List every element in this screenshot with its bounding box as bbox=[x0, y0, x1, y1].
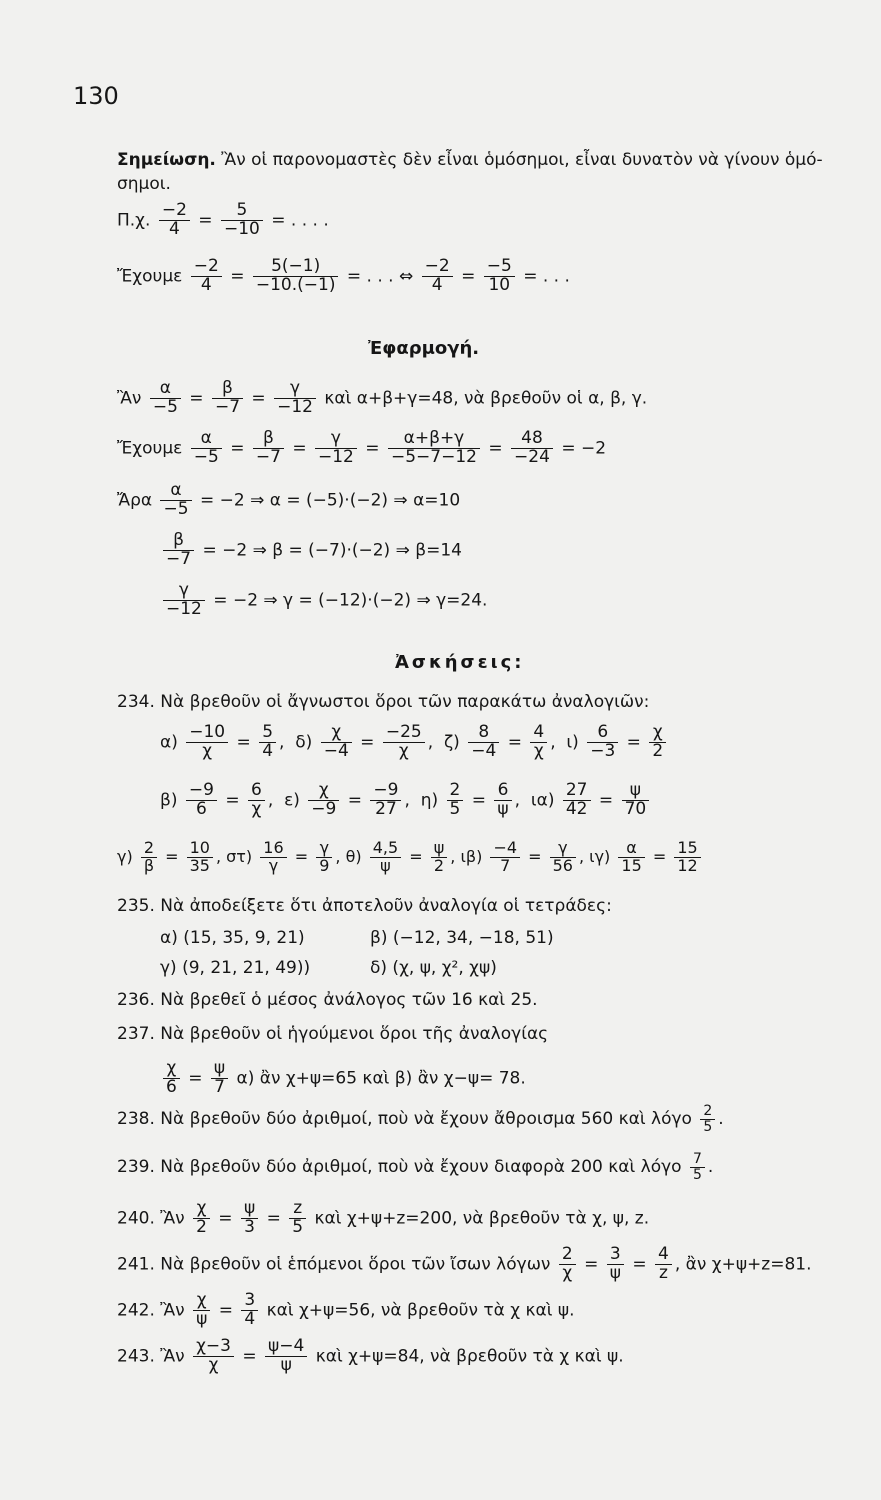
fraction: $\frac{8}{-4}$ bbox=[468, 724, 499, 761]
exercise-237-title: 237. Νὰ βρεθοῦν οἱ ἡγούμενοι ὅροι τῆς ἀναλογίας bbox=[117, 1024, 549, 1044]
fraction: $\frac{-2}{4}$ bbox=[191, 258, 222, 295]
fraction: $\frac{2}{\beta}$ bbox=[141, 840, 157, 875]
fraction: $\frac{-2}{4}$ bbox=[422, 258, 453, 295]
fraction: $\frac{\chi-3}{\chi}$ bbox=[193, 1338, 234, 1375]
fraction: $\frac{\alpha+\beta+\gamma}{-5-7-12}$ bbox=[388, 430, 480, 467]
application-if: Ἂν $\frac{\alpha}{-5}$ = $\frac{\beta}{-7}$ = $\frac{\gamma}{-12}$ καὶ α+β+γ=48, νὰ βρεθοῦν οἱ α, β, γ. bbox=[117, 378, 648, 417]
fraction: $\frac{\alpha}{-5}$ bbox=[191, 430, 222, 467]
fraction: $\frac{\psi}{7}$ bbox=[211, 1060, 228, 1097]
fraction: $\frac{\gamma}{9}$ bbox=[316, 840, 332, 875]
application-heading: Ἐφαρμογή. bbox=[368, 338, 480, 359]
exercise-237-formula: $\frac{\chi}{6}$ = $\frac{\psi}{7}$ α) ἂν χ+ψ=65 καὶ β) ἂν χ−ψ= 78. bbox=[160, 1060, 526, 1097]
fraction: $\frac{\alpha}{15}$ bbox=[618, 840, 644, 875]
exercise-234-row-3: γ) $\frac{2}{\beta}$ = $\frac{10}{35}$ , στ) $\frac{16}{\gamma}$ = $\frac{\gamma}{9}$ , θ) $\frac{4,5}{\psi}$ = $\frac{\psi}{2}$ , ιβ) $\frac{-4}{7}$ = $\frac{\gamma}{56}$ , ιγ) $\frac{\alpha}{15}$ = $\frac{15}{12}$ bbox=[117, 840, 704, 875]
exercise-235-title: 235. Νὰ ἀποδείξετε ὅτι ἀποτελοῦν ἀναλογία οἱ τετράδες: bbox=[117, 896, 612, 916]
fraction: $\frac{\chi}{2}$ bbox=[193, 1200, 210, 1237]
fraction: $\frac{16}{\gamma}$ bbox=[260, 840, 286, 875]
fraction: $\frac{6}{\chi}$ bbox=[248, 782, 265, 819]
fraction: $\frac{\beta}{-7}$ bbox=[212, 380, 243, 417]
fraction: $\frac{5}{4}$ bbox=[259, 724, 276, 761]
fraction: $\frac{\gamma}{-12}$ bbox=[274, 380, 316, 417]
fraction: $\frac{48}{-24}$ bbox=[511, 430, 553, 467]
note-line-2: σημοι. bbox=[117, 174, 171, 194]
fraction: $\frac{-2}{4}$ bbox=[159, 202, 190, 239]
exercise-240: 240. Ἂν $\frac{\chi}{2}$ = $\frac{\psi}{3}$ = $\frac{z}{5}$ καὶ χ+ψ+z=200, νὰ βρεθοῦν τὰ χ, ψ, z. bbox=[117, 1198, 650, 1237]
fraction: $\frac{z}{5}$ bbox=[289, 1200, 306, 1237]
application-so-1: Ἄρα $\frac{\alpha}{-5}$ = −2 ⇒ α = (−5)·(−2) ⇒ α=10 bbox=[117, 480, 461, 519]
fraction: $\frac{3}{4}$ bbox=[241, 1292, 258, 1329]
exercise-243: 243. Ἂν $\frac{\chi-3}{\chi}$ = $\frac{\psi-4}{\psi}$ καὶ χ+ψ=84, νὰ βρεθοῦν τὰ χ καὶ ψ. bbox=[117, 1336, 624, 1375]
exercise-241: 241. Νὰ βρεθοῦν οἱ ἑπόμενοι ὅροι τῶν ἴσων λόγων $\frac{2}{\chi}$ = $\frac{3}{\psi}$ = $\frac{4}{z}$ , ἂν χ+ψ+z=81. bbox=[117, 1244, 812, 1283]
exercise-236: 236. Νὰ βρεθεῖ ὁ μέσος ἀνάλογος τῶν 16 καὶ 25. bbox=[117, 990, 538, 1010]
fraction: $\frac{\beta}{-7}$ bbox=[253, 430, 284, 467]
application-so-2: $\frac{\beta}{-7}$ = −2 ⇒ β = (−7)·(−2) ⇒ β=14 bbox=[160, 532, 462, 569]
fraction: $\frac{-25}{\chi}$ bbox=[383, 724, 425, 761]
exercise-242: 242. Ἂν $\frac{\chi}{\psi}$ = $\frac{3}{4}$ καὶ χ+ψ=56, νὰ βρεθοῦν τὰ χ καὶ ψ. bbox=[117, 1290, 575, 1329]
fraction: $\frac{\psi}{3}$ bbox=[241, 1200, 258, 1237]
fraction: $\frac{4,5}{\psi}$ bbox=[370, 840, 401, 875]
fraction: $\frac{-9}{27}$ bbox=[370, 782, 401, 819]
fraction: $\frac{7}{5}$ bbox=[690, 1152, 705, 1182]
fraction: $\frac{10}{35}$ bbox=[187, 840, 213, 875]
note-title: Σημείωση. bbox=[117, 150, 216, 170]
note-have: Ἔχουμε $\frac{-2}{4}$ = $\frac{5(-1)}{-10.(-1)}$ = . . . ⇔ $\frac{-2}{4}$ = $\frac{-5}{10}$ = . . . bbox=[117, 256, 570, 295]
fraction: $\frac{\psi-4}{\psi}$ bbox=[265, 1338, 307, 1375]
exercise-238: 238. Νὰ βρεθοῦν δύο ἀριθμοί, ποὺ νὰ ἔχουν ἄθροισμα 560 καὶ λόγο $\frac{2}{5}$ . bbox=[117, 1103, 724, 1135]
fraction: $\frac{\chi}{-4}$ bbox=[321, 724, 352, 761]
fraction: $\frac{\psi}{2}$ bbox=[431, 840, 448, 875]
fraction: $\frac{6}{\psi}$ bbox=[494, 782, 511, 819]
fraction: $\frac{15}{12}$ bbox=[674, 840, 700, 875]
fraction: $\frac{\beta}{-7}$ bbox=[163, 532, 194, 569]
note-example: Π.χ. $\frac{-2}{4}$ = $\frac{5}{-10}$ = . . . . bbox=[117, 200, 329, 239]
exercise-234-row-1: α) $\frac{-10}{\chi}$ = $\frac{5}{4}$ , δ) $\frac{\chi}{-4}$ = $\frac{-25}{\chi}$ , ζ) $\frac{8}{-4}$ = $\frac{4}{\chi}$ , ι) $\frac{6}{-3}$ = $\frac{\chi}{2}$ bbox=[160, 724, 669, 761]
exercise-235-a: α) (15, 35, 9, 21) bbox=[160, 928, 305, 948]
application-have: Ἔχουμε $\frac{\alpha}{-5}$ = $\frac{\beta}{-7}$ = $\frac{\gamma}{-12}$ = $\frac{\alpha+\beta+\gamma}{-5-7-12}$ = $\frac{48}{-24}$ = −2 bbox=[117, 428, 607, 467]
note-line bbox=[117, 152, 823, 169]
application-so-3: $\frac{\gamma}{-12}$ = −2 ⇒ γ = (−12)·(−2) ⇒ γ=24. bbox=[160, 582, 487, 619]
fraction: $\frac{\chi}{-9}$ bbox=[308, 782, 339, 819]
exercises-heading: Ἀσκήσεις: bbox=[395, 652, 525, 673]
fraction: $\frac{\chi}{\psi}$ bbox=[193, 1292, 210, 1329]
fraction: $\frac{5(-1)}{-10.(-1)}$ bbox=[253, 258, 339, 295]
fraction: $\frac{5}{-10}$ bbox=[221, 202, 263, 239]
exercise-235-b: β) (−12, 34, −18, 51) bbox=[370, 928, 554, 948]
fraction: $\frac{\alpha}{-5}$ bbox=[150, 380, 181, 417]
note-text: Ἂν οἱ παρονομαστὲς δὲν εἶναι ὁμόσημοι, εἶναι δυνατὸν νὰ γίνουν ὁμό- bbox=[221, 150, 823, 170]
exercise-235-d: δ) (χ, ψ, χ², χψ) bbox=[370, 958, 497, 978]
fraction: $\frac{\chi}{6}$ bbox=[163, 1060, 180, 1097]
fraction: $\frac{\gamma}{56}$ bbox=[550, 840, 576, 875]
exercise-235-c: γ) (9, 21, 21, 49)) bbox=[160, 958, 311, 978]
fraction: $\frac{27}{42}$ bbox=[563, 782, 591, 819]
fraction: $\frac{6}{-3}$ bbox=[587, 724, 618, 761]
fraction: $\frac{-9}{6}$ bbox=[186, 782, 217, 819]
exercise-234-title: 234. Νὰ βρεθοῦν οἱ ἄγνωστοι ὅροι τῶν παρακάτω ἀναλογιῶν: bbox=[117, 692, 650, 712]
fraction: $\frac{\chi}{2}$ bbox=[649, 724, 666, 761]
fraction: $\frac{-4}{7}$ bbox=[490, 840, 520, 875]
fraction: $\frac{4}{\chi}$ bbox=[530, 724, 547, 761]
fraction: $\frac{\alpha}{-5}$ bbox=[160, 482, 191, 519]
fraction: $\frac{2}{\chi}$ bbox=[559, 1246, 576, 1283]
fraction: $\frac{\gamma}{-12}$ bbox=[163, 582, 205, 619]
fraction: $\frac{4}{z}$ bbox=[655, 1246, 672, 1283]
exercise-234-row-2: β) $\frac{-9}{6}$ = $\frac{6}{\chi}$ , ε) $\frac{\chi}{-9}$ = $\frac{-9}{27}$ , η) $\frac{2}{5}$ = $\frac{6}{\psi}$ , ια) $\frac{27}{42}$ = $\frac{\psi}{70}$ bbox=[160, 782, 652, 819]
fraction: $\frac{\psi}{70}$ bbox=[622, 782, 650, 819]
fraction: $\frac{2}{5}$ bbox=[447, 782, 464, 819]
fraction: $\frac{2}{5}$ bbox=[700, 1104, 715, 1134]
exercise-239: 239. Νὰ βρεθοῦν δύο ἀριθμοί, ποὺ νὰ ἔχουν διαφορὰ 200 καὶ λόγο $\frac{7}{5}$ . bbox=[117, 1151, 714, 1183]
fraction: $\frac{-5}{10}$ bbox=[484, 258, 515, 295]
page-number: 130 bbox=[73, 82, 119, 110]
fraction: $\frac{3}{\psi}$ bbox=[607, 1246, 624, 1283]
fraction: $\frac{-10}{\chi}$ bbox=[186, 724, 228, 761]
fraction: $\frac{\gamma}{-12}$ bbox=[315, 430, 357, 467]
